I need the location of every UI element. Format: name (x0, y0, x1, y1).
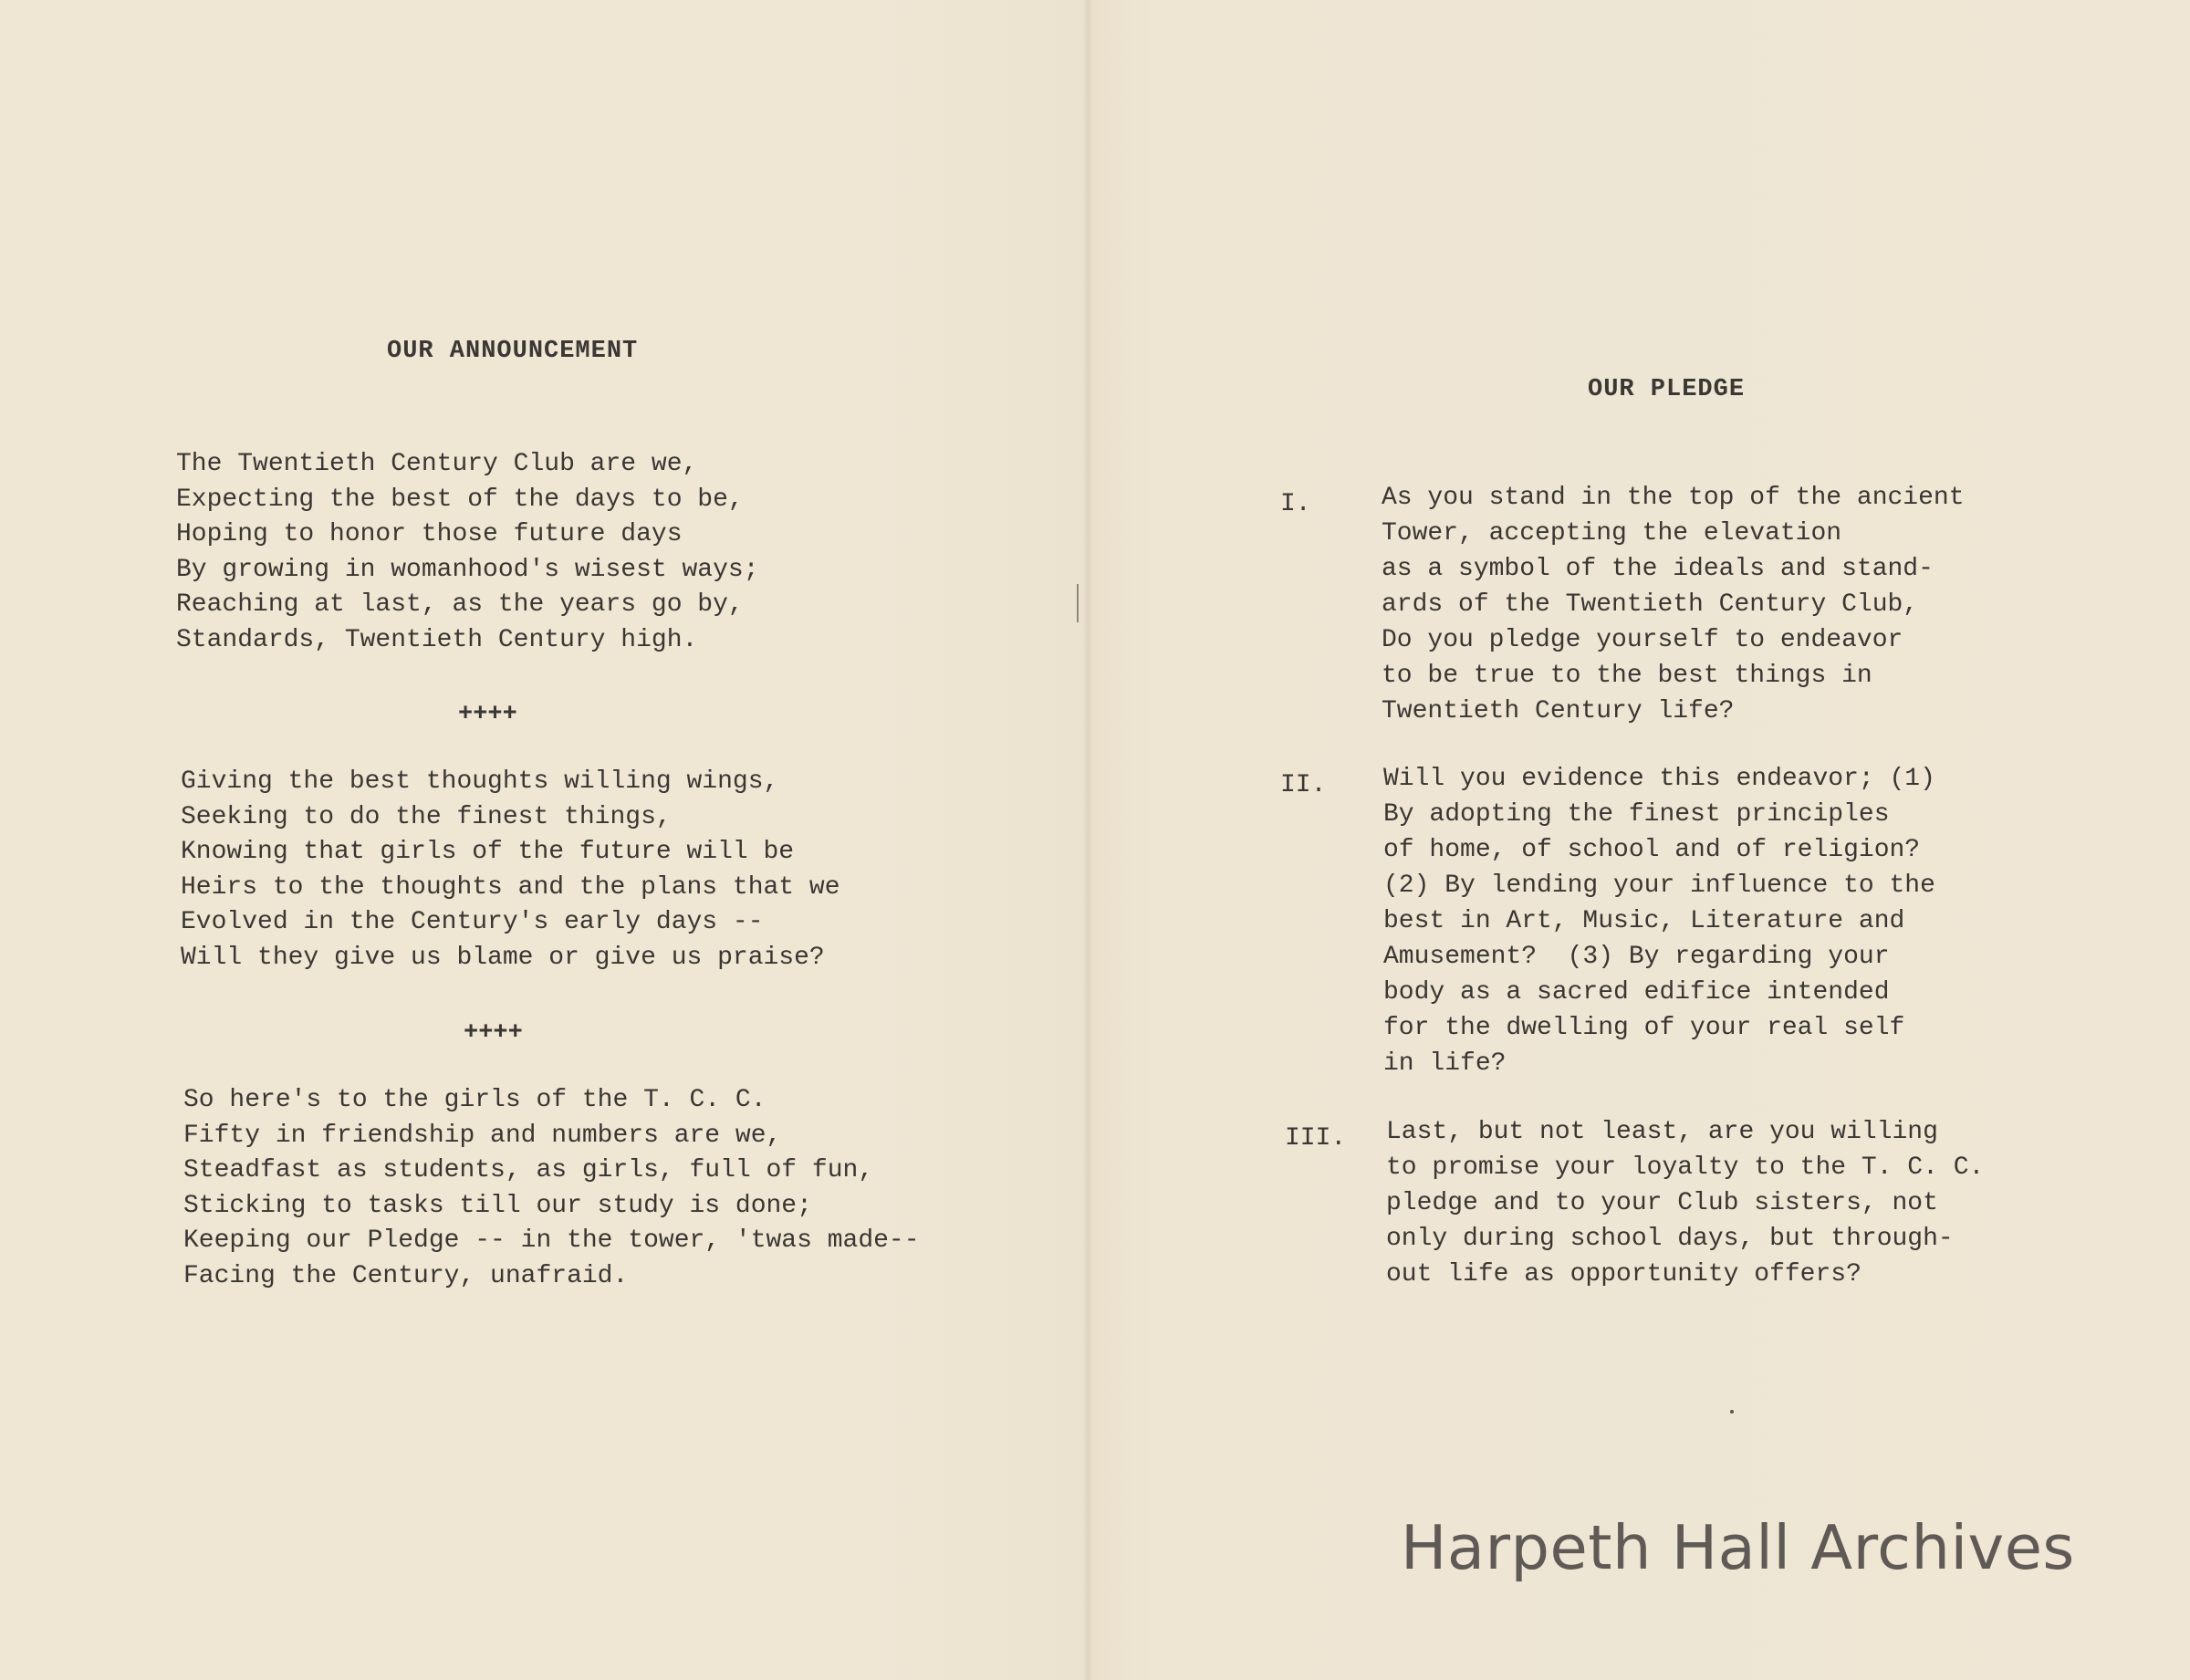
announcement-stanza-2: Giving the best thoughts willing wings, Seeking to do the finest things, Knowing that girls of the future will be Heirs to the thoughts and the plans that we Evolved in the Century's early days -- Will they give us blame or give us praise? (181, 767, 840, 972)
stanza-separator-2: ++++ (464, 1019, 523, 1047)
fold-mark (1077, 584, 1079, 622)
ink-speck (1730, 1410, 1734, 1414)
pledge-item-1: As you stand in the top of the ancient Tower, accepting the elevation as a symbol of the ideals and stand- ards of the Twentieth Century Club, Do you pledge yourself to endeavor to be true to the best things in Twentieth Century life? (1382, 484, 1965, 725)
pledge-numeral-1: I. (1280, 490, 1311, 518)
stanza-separator-1: ++++ (458, 701, 517, 728)
announcement-heading: OUR ANNOUNCEMENT (387, 338, 639, 365)
pledge-item-3: Last, but not least, are you willing to promise your loyalty to the T. C. C. pledge and to your Club sisters, not only during school days, but through- out life as opportunity offers? (1386, 1118, 1985, 1289)
pledge-numeral-3: III. (1285, 1124, 1347, 1153)
page-fold (1082, 0, 1093, 1680)
pledge-numeral-2: II. (1280, 771, 1327, 799)
pledge-heading: OUR PLEDGE (1588, 376, 1746, 403)
archive-watermark: Harpeth Hall Archives (1401, 1512, 2075, 1583)
announcement-stanza-3: So here's to the girls of the T. C. C. Fifty in friendship and numbers are we, Steadfast as students, as girls, full of fun, Sticking to tasks till our study is done; Keeping our Pledge -- in the tower, 'twas made-- Facing the Century, unafraid. (183, 1086, 920, 1290)
announcement-stanza-1: The Twentieth Century Club are we, Expecting the best of the days to be, Hoping to honor those future days By growing in womanhood's wisest ways; Reaching at last, as the years go by, Standards, Twentieth Century high. (176, 450, 759, 654)
pledge-item-2: Will you evidence this endeavor; (1) By adopting the finest principles of home, of school and of religion? (2) By lending your influence to the best in Art, Music, Literature and Amusement? (3) By regarding your body as a sacred edifice intended for the dwelling of your real self in life? (1383, 765, 1935, 1078)
